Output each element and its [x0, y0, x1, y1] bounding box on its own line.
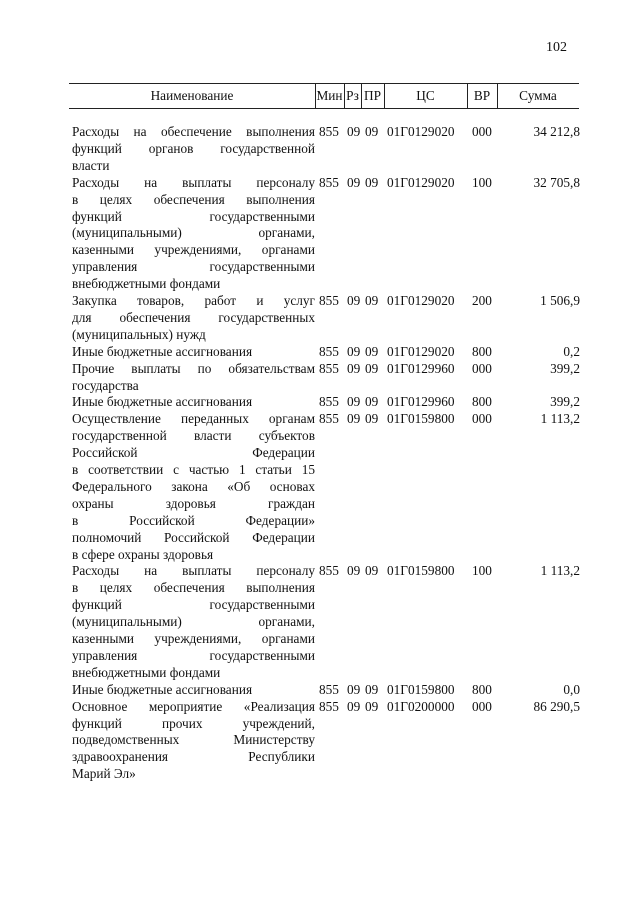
row-name	[72, 394, 315, 411]
row-min: 855	[319, 343, 339, 359]
row-name-line: Федерального закона «Об основах	[72, 478, 315, 494]
row-vr: 100	[472, 174, 492, 190]
row-min: 855	[319, 174, 339, 190]
header-cs: ЦС	[416, 88, 435, 103]
header-sum: Сумма	[519, 88, 557, 103]
row-name	[72, 124, 315, 175]
row-name-line: для обеспечения государственных	[72, 309, 315, 325]
row-name-line: Расходы на выплаты персоналу	[72, 174, 315, 190]
row-name-line: казенными учреждениями, органами	[72, 242, 315, 258]
row-cs: 01Г0129020	[387, 293, 455, 308]
header-vr: ВР	[473, 88, 491, 103]
row-vr: 000	[472, 698, 492, 714]
row-rz: 09	[347, 124, 361, 139]
row-name	[72, 175, 315, 293]
row-sum: 1 113,2	[540, 411, 580, 427]
row-cs: 01Г0129960	[387, 394, 455, 410]
row-name-line: внебюджетными фондами	[72, 276, 221, 292]
row-name-line: Российской Федерации	[72, 445, 315, 461]
header-name: Наименование	[150, 88, 234, 103]
row-name-line: в сфере охраны здоровья	[72, 546, 214, 562]
row-cs: 01Г0129020	[387, 124, 455, 139]
row-min: 855	[319, 293, 339, 308]
row-pr: 09	[365, 293, 379, 308]
row-cs: 01Г0159800	[387, 411, 455, 427]
row-sum: 0,0	[563, 681, 580, 697]
row-min: 855	[319, 681, 339, 697]
row-pr: 09	[365, 360, 379, 376]
row-name-line: функций государственными	[72, 208, 315, 224]
row-cs: 01Г0129020	[387, 174, 455, 190]
row-name-line: в Российской Федерации»	[72, 512, 315, 528]
row-name	[72, 411, 315, 563]
row-name-line: в целях обеспечения выполнения	[72, 580, 315, 596]
row-name	[72, 293, 315, 344]
row-cs: 01Г0129020	[387, 343, 455, 359]
row-pr: 09	[365, 174, 379, 190]
row-pr: 09	[365, 681, 379, 697]
row-vr: 200	[472, 293, 492, 308]
row-name-line: власти	[72, 157, 110, 173]
row-pr: 09	[365, 124, 379, 139]
header-pr: ПР	[364, 88, 381, 103]
row-sum: 399,2	[550, 394, 580, 410]
row-name-line: Марий Эл»	[72, 766, 136, 782]
row-min: 855	[319, 411, 339, 427]
row-name	[72, 699, 315, 784]
row-pr: 09	[365, 343, 379, 359]
row-vr: 000	[472, 124, 492, 139]
row-name-line: Основное мероприятие «Реализация	[72, 698, 315, 714]
row-sum: 1 506,9	[540, 293, 580, 308]
header-min: Мин	[316, 88, 343, 103]
row-name-line: Расходы на обеспечение выполнения	[72, 124, 315, 139]
row-rz: 09	[347, 698, 361, 714]
row-sum: 34 212,8	[533, 124, 580, 139]
row-name	[72, 563, 315, 681]
row-cs: 01Г0159800	[387, 563, 455, 579]
row-min: 855	[319, 360, 339, 376]
row-sum: 32 705,8	[533, 174, 580, 190]
row-name-line: охраны здоровья граждан	[72, 495, 315, 511]
row-name-line: (муниципальных) нужд	[72, 326, 206, 342]
row-cs: 01Г0129960	[387, 360, 455, 376]
row-name-line: Закупка товаров, работ и услуг	[72, 293, 315, 308]
row-rz: 09	[347, 394, 361, 410]
row-name-line: Иные бюджетные ассигнования	[72, 394, 253, 410]
row-name	[72, 361, 315, 395]
row-name-line: Прочие выплаты по обязательствам	[72, 360, 315, 376]
row-pr: 09	[365, 698, 379, 714]
row-min: 855	[319, 124, 339, 139]
row-rz: 09	[347, 343, 361, 359]
row-rz: 09	[347, 293, 361, 308]
row-pr: 09	[365, 394, 379, 410]
row-pr: 09	[365, 563, 379, 579]
row-name-line: внебюджетными фондами	[72, 664, 221, 680]
row-sum: 399,2	[550, 360, 580, 376]
row-name-line: государства	[72, 377, 139, 393]
row-name-line: в целях обеспечения выполнения	[72, 191, 315, 207]
row-cs: 01Г0159800	[387, 681, 455, 697]
row-rz: 09	[347, 681, 361, 697]
row-name-line: функций прочих учреждений,	[72, 715, 315, 731]
row-name-line: в соответствии с частью 1 статьи 15	[72, 462, 315, 478]
row-sum: 86 290,5	[533, 698, 580, 714]
row-name-line: управления государственными	[72, 647, 315, 663]
row-rz: 09	[347, 174, 361, 190]
row-name-line: управления государственными	[72, 259, 315, 275]
row-name-line: подведомственных Министерству	[72, 732, 315, 748]
row-rz: 09	[347, 411, 361, 427]
row-cs: 01Г0200000	[387, 698, 455, 714]
page-number: 102	[546, 40, 567, 55]
row-name-line: Иные бюджетные ассигнования	[72, 343, 253, 359]
row-vr: 000	[472, 411, 492, 427]
row-vr: 100	[472, 563, 492, 579]
header-rz: Рз	[346, 88, 359, 103]
row-name-line: Осуществление переданных органам	[72, 411, 315, 427]
row-name-line: (муниципальными) органами,	[72, 225, 315, 241]
row-min: 855	[319, 563, 339, 579]
row-rz: 09	[347, 360, 361, 376]
row-pr: 09	[365, 411, 379, 427]
row-name	[72, 344, 315, 361]
row-vr: 800	[472, 343, 492, 359]
row-name-line: функций государственными	[72, 597, 315, 613]
row-name-line: Иные бюджетные ассигнования	[72, 681, 253, 697]
row-name	[72, 682, 315, 699]
row-name-line: государственной власти субъектов	[72, 428, 315, 444]
row-sum: 1 113,2	[540, 563, 580, 579]
row-name-line: (муниципальными) органами,	[72, 614, 315, 630]
row-vr: 800	[472, 394, 492, 410]
row-name-line: здравоохранения Республики	[72, 749, 315, 765]
row-name-line: казенными учреждениями, органами	[72, 631, 315, 647]
row-min: 855	[319, 394, 339, 410]
row-min: 855	[319, 698, 339, 714]
row-rz: 09	[347, 563, 361, 579]
row-vr: 000	[472, 360, 492, 376]
row-vr: 800	[472, 681, 492, 697]
row-sum: 0,2	[563, 343, 580, 359]
row-name-line: функций органов государственной	[72, 140, 315, 156]
row-name-line: Расходы на выплаты персоналу	[72, 563, 315, 579]
row-name-line: полномочий Российской Федерации	[72, 529, 315, 545]
